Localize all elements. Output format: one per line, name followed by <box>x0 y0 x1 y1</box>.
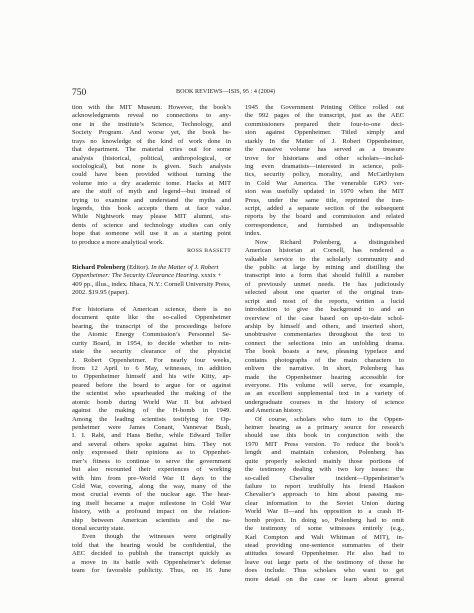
text-line: made the Oppenheimer hearing accessible for <box>245 373 404 381</box>
text-line: I. I. Rabi, and Hans Bethe, while Edward Teller <box>72 432 231 440</box>
text-line: mer’s fitness to continue to serve the government <box>72 457 231 465</box>
text-line: sociological), but none is given. Such analysis <box>72 162 231 170</box>
text-line: ing itself became a major milestone in Cold War <box>72 499 231 507</box>
text-line: to Oppenheimer himself and his wife Kitty, ap- <box>72 373 231 381</box>
text-line: trays no knowledge of the kind of work done in <box>72 137 231 145</box>
text-line: ship between American scientists and the na- <box>72 516 231 524</box>
text-line: the massive volume has served as a treasure <box>245 146 404 154</box>
text-line: peared before the board to argue for or against <box>72 381 231 389</box>
review-two-text <box>72 306 231 533</box>
text-line: commissioners prepared their four-to-one deci- <box>245 120 404 128</box>
text-line: trying to examine and understand the myths and <box>72 196 231 204</box>
text-line: as an excellent supplemental text in a variety of <box>245 390 404 398</box>
text-line: and American history. <box>245 407 303 415</box>
text-line: tics, security policy, morality, and McCarthyism <box>245 171 404 179</box>
left-column <box>72 104 231 576</box>
text-line: dents of science and technology studies can only <box>72 221 231 229</box>
page-header <box>72 88 409 100</box>
text-line: script, added a separate section of the subsequent <box>245 205 404 213</box>
text-line: hearing, the transcript of the proceedings before <box>72 322 231 330</box>
text-line: index. <box>245 230 262 238</box>
text-line: undergraduate courses in the history of science <box>245 398 404 406</box>
text-line: are the stuff of myth and legend—but instead of <box>72 188 231 196</box>
citation-editor: Richard Polenberg <box>72 263 126 271</box>
text-line: AEC decided to publish the transcript quickly as <box>72 550 231 558</box>
text-line: bomb project. In doing so, Polenberg had to omit <box>245 516 404 524</box>
text-line: contains photographs of the main characters to <box>245 356 404 364</box>
text-line: Even though the witnesses were originally <box>82 533 231 541</box>
text-line: valuable service to the scholarly community and <box>245 255 404 263</box>
text-line: Karl Compton and Walt Whitman of MIT), in- <box>245 533 404 541</box>
text-line: correspondence, and furnished an indispensable <box>245 221 404 229</box>
text-line: document quite like the so-called Oppenheimer <box>72 314 231 322</box>
text-line: everyone. His volume will serve, for example, <box>245 381 404 389</box>
citation-title: In the Matter of J. Robert Oppenheimer: The Security Clearance Hearing. <box>72 263 219 280</box>
text-line: the testimony dealing with two key issues: the <box>245 466 404 474</box>
text-line: introduction to give the background to and an <box>245 306 404 314</box>
review-three-text <box>72 533 231 575</box>
text-line: Cold War, covering, along the way, many of the <box>72 482 231 490</box>
text-line: Among the leading scientists testifying for Op- <box>72 415 231 423</box>
text-line: volume into a dry academic tome. Hacks at MIT <box>72 179 231 187</box>
text-line: ing even dramatists—interested in science, poli- <box>245 162 404 170</box>
text-line: legends, this book accepts them at face value. <box>72 205 231 213</box>
text-line: transcript into a form that should fulfill a number <box>245 272 404 280</box>
text-line: hope that someone will use it as a starting point <box>72 230 231 238</box>
text-line: and several others spoke against him. They not <box>72 440 231 448</box>
text-line: more detail on the case or learn about general <box>245 575 404 583</box>
text-line: tional security state. <box>72 525 125 533</box>
text-line: but also recounted their experiences of working <box>72 466 231 474</box>
text-line: with him from pre–World War II days to the <box>72 474 231 482</box>
text-line: Of course, scholars who turn to the Oppen- <box>255 415 404 423</box>
review-one-text <box>72 104 231 247</box>
text-line: a move in its battle with Oppenheimer’s defense <box>72 558 231 566</box>
text-line: quite properly selected mainly those portions of <box>245 457 404 465</box>
citation-details: xxxix + 409 pp., illus., index. Ithaca, N.Y.: Cornell University Press, 2002. $19.95 (paper). <box>72 272 231 297</box>
page-number: 750 <box>72 88 87 98</box>
text-line: in Cold War America. The venerable GPO ver- <box>245 179 404 187</box>
text-line: selected about one quarter of the original tran- <box>245 289 404 297</box>
text-line: that department. The material cries out for some <box>72 146 231 154</box>
text-line: should use this book in conjunction with the <box>245 432 404 440</box>
text-line: The book boasts a new, pleasing typeface and <box>245 348 404 356</box>
right-column <box>245 104 404 584</box>
text-line: attitudes toward Oppenheimer. He also had to <box>245 550 404 558</box>
text-line: could have been provided without turning the <box>72 171 231 179</box>
book-citation <box>72 264 231 298</box>
text-line: tion with the MIT Museum. However, the book’s <box>72 104 231 111</box>
text-line: curity Board, in 1954, to decide whether to rein- <box>72 339 231 347</box>
text-line: of previously unmet needs. He has judiciously <box>245 280 404 288</box>
text-line: acknowledgments reveal no connections to any- <box>72 112 231 120</box>
text-line: stead providing one-sentence summaries of their <box>245 541 404 549</box>
spacer <box>72 298 231 306</box>
text-line: overview of the case based on up-to-date schol- <box>245 314 404 322</box>
text-line: failure to report truthfully his friend Haakon <box>245 482 404 490</box>
para-three-text <box>245 416 404 584</box>
text-line: the Atomic Energy Commission’s Personnel Se- <box>72 331 231 339</box>
text-line: clear information to the Soviet Union during <box>245 499 404 507</box>
text-line: heimer hearing as a primary source for research <box>245 424 404 432</box>
text-line: most crucial events of the nuclear age. The hear- <box>72 491 231 499</box>
text-line: atomic bomb during World War II but advised <box>72 398 231 406</box>
text-line: sion against Oppenheimer. Titled simply and <box>245 129 404 137</box>
text-line: team for favorable publicity. Thus, on 16 June <box>72 567 231 575</box>
text-line: reports by the board and commission and related <box>245 213 404 221</box>
text-line: does include. Thus scholars who want to get <box>245 567 404 575</box>
text-line: the scientist who spearheaded the making of the <box>72 390 231 398</box>
text-line: American historian at Cornell, has rendered a <box>245 247 404 255</box>
text-line: to produce a more analytical work. <box>72 238 164 246</box>
text-line: World War II—and his opposition to a crash H- <box>245 508 404 516</box>
text-line: script and most of the reports, written a lucid <box>245 297 404 305</box>
text-line: For historians of American science, there is no <box>72 306 231 314</box>
text-line: Press, under the same title, reprinted the tran- <box>245 196 404 204</box>
text-line: analysis (historical, political, anthropological, or <box>72 154 231 162</box>
text-line: leave out large parts of the testimony of those he <box>245 558 404 566</box>
text-line: only expressed their opinions as to Oppenhei- <box>72 449 231 457</box>
text-line: unobtrusive commentaries throughout the text to <box>245 331 404 339</box>
running-head: BOOK REVIEWS—ISIS, 95 : 4 (2004) <box>176 89 276 95</box>
text-line: state the security clearance of the physicist <box>72 348 231 356</box>
text-line: history, with a profound impact on the relation- <box>72 508 231 516</box>
text-line: While Nightwork may please MIT alumni, stu- <box>72 213 231 221</box>
text-line: penheimer were James Conant, Vannevar Bush, <box>72 423 231 431</box>
text-line: against the making of the H-bomb in 1949. <box>72 407 231 415</box>
text-line: from 12 April to 6 May, witnesses, in addition <box>72 365 231 373</box>
text-line: length and maintain cohesion, Polenberg has <box>245 449 404 457</box>
para-one-text <box>245 104 404 239</box>
text-line: trove for historians and other scholars—includ- <box>245 154 404 162</box>
para-two-text <box>245 239 404 416</box>
text-line: so-called Chevalier incident—Oppenheimer’s <box>245 474 404 482</box>
reviewer-name: ROSS BASSETT <box>187 248 231 255</box>
text-line: arship by himself and others, and inserted short, <box>245 322 404 330</box>
text-line: Society Program. And worse yet, the book be- <box>72 129 231 137</box>
text-line: 1945 the Government Printing Office rolled out <box>245 104 404 111</box>
text-line: 1970 MIT Press version. To reduce the book’s <box>245 440 404 448</box>
citation-editor-role: (Editor). <box>125 263 152 271</box>
text-line: one in the institute’s Science, Technology, and <box>72 120 231 128</box>
text-line: connect the selections into an unfolding drama. <box>245 339 404 347</box>
text-line: Chevalier’s approach to him about passing nu- <box>245 491 404 499</box>
text-line: the testimony of some witnesses entirely (e.g., <box>245 525 404 533</box>
text-line: enliven the narrative. In short, Polenberg has <box>245 365 404 373</box>
text-line: starkly In the Matter of J. Robert Oppenheimer, <box>245 137 404 145</box>
text-line: told that the hearing would be confidential, the <box>72 541 231 549</box>
spacer <box>72 256 231 264</box>
text-line: Now Richard Polenberg, a distinguished <box>255 238 404 246</box>
text-line: J. Robert Oppenheimer. For nearly four weeks, <box>72 356 231 364</box>
text-line: sion was usefully updated in 1970 when the MIT <box>245 188 404 196</box>
text-line: the 992 pages of the transcript, just as the AEC <box>245 112 404 120</box>
text-line: the public at large by mining and distilling the <box>245 264 404 272</box>
